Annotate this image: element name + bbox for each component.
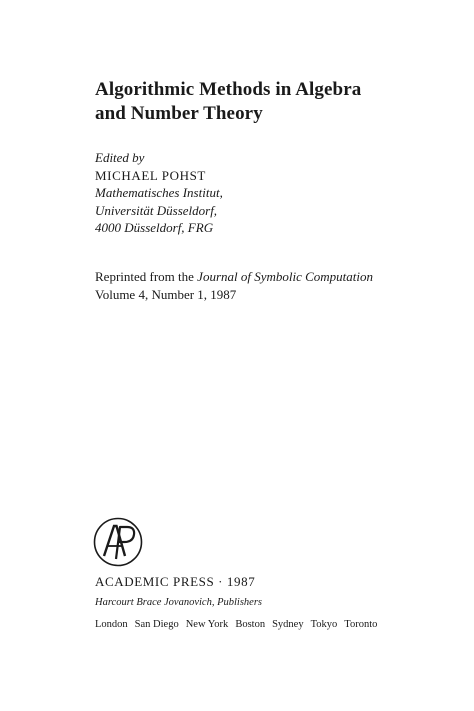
editor-affiliation-city: 4000 Düsseldorf, FRG [95,220,214,235]
publisher-block [95,573,384,632]
publisher-cities [95,618,384,632]
city-boston: Boston [235,619,266,630]
publisher-parent: Harcourt Brace Jovanovich, Publishers [95,597,262,608]
book-title [95,78,361,126]
city-new-york: New York [185,619,229,630]
publisher-name-year: ACADEMIC PRESS · 1987 [95,574,256,589]
book-title-line-2: and Number Theory [95,103,263,124]
city-toronto: Toronto [344,619,378,630]
editor-block [95,149,223,237]
academic-press-logo-icon [92,516,144,568]
editor-affiliation-institute: Mathematisches Institut, [95,185,223,200]
reprint-source-line [95,268,373,286]
reprint-prefix: Reprinted from the [95,269,198,284]
edited-by-label: Edited by [95,150,145,165]
city-sydney: Sydney [272,619,304,630]
editor-name: MICHAEL POHST [95,167,206,183]
book-title-line-1: Algorithmic Methods in Algebra [95,79,362,100]
city-tokyo: Tokyo [310,619,338,630]
city-london: London [95,619,128,630]
journal-name: Journal of Symbolic Computation [197,269,374,284]
editor-affiliation-university: Universität Düsseldorf, [95,202,218,218]
reprint-notice [95,268,373,303]
city-san-diego: San Diego [134,619,179,630]
journal-volume: Volume 4, Number 1, 1987 [95,286,237,302]
